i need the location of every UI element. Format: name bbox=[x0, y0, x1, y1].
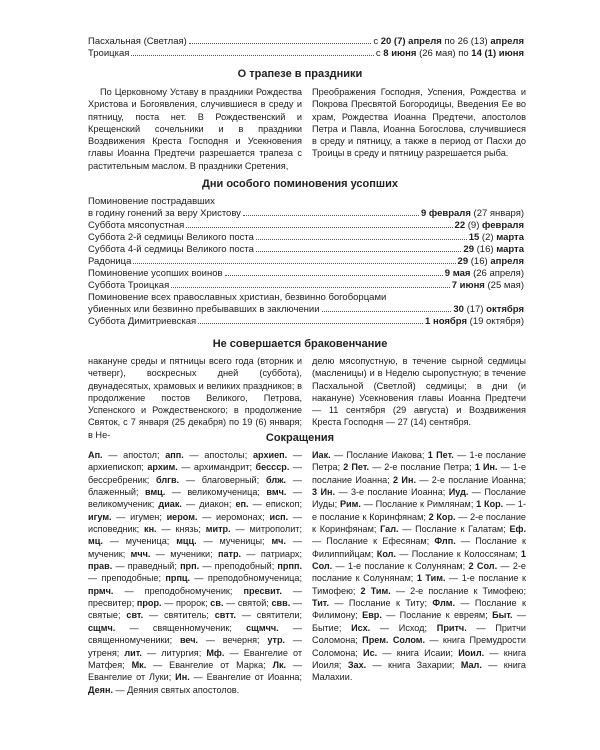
abbreviation-meaning: 1-е послание Иоанна bbox=[312, 462, 527, 485]
abbreviation-entry: 1 Пет. — 1-е послание Петра; bbox=[312, 450, 526, 473]
abbreviation-term: Мф. bbox=[206, 647, 225, 658]
abbreviation-entry: 2 Ин. — 2-е послание Иоанна; bbox=[393, 474, 526, 485]
abbreviation-meaning: исповедник bbox=[88, 524, 137, 535]
abbreviation-term: вмч. bbox=[266, 487, 287, 498]
abbreviation-term: иером. bbox=[166, 511, 198, 522]
remembrance-row bbox=[88, 232, 524, 244]
abbreviation-term: архим. bbox=[147, 462, 178, 473]
abbreviation-entry: сщмч. — священномученик; bbox=[88, 622, 247, 633]
abbreviation-entry: 1 Тим. — 1-е послание к Тимофею; bbox=[312, 573, 526, 596]
remembrance-row-label-line1: Поминовение пострадавших bbox=[88, 196, 215, 207]
abbreviation-term: архиеп. bbox=[252, 450, 288, 460]
abbreviation-entry: пресвит. — пресвитер; bbox=[88, 585, 302, 609]
abbreviation-term: Быт. bbox=[492, 610, 513, 621]
abbreviation-term: св. bbox=[210, 598, 224, 609]
abbreviation-entry: св. — святой; bbox=[210, 598, 272, 609]
abbreviation-meaning: Исход bbox=[398, 622, 425, 633]
abbreviation-term: 2 Тим. bbox=[360, 585, 391, 596]
dot-leader bbox=[256, 239, 467, 240]
row-label: Суббота Троицкая bbox=[88, 280, 170, 291]
abbreviation-entry: Иоил. — книга Иоиля; bbox=[312, 647, 527, 670]
abbreviation-term: диак. bbox=[158, 499, 182, 510]
abbreviation-entry: Ап. — апостол; bbox=[88, 450, 166, 460]
abbreviation-entry: архим. — архимандрит; bbox=[147, 462, 256, 473]
abbreviation-entry: апп. — апостолы; bbox=[165, 450, 253, 460]
abbreviation-term: Гал. bbox=[380, 524, 399, 535]
abbreviation-term: 1 Тим. bbox=[416, 573, 446, 584]
abbreviation-meaning: Послание Иуды bbox=[312, 487, 526, 510]
abbreviation-meaning: 1-е послание к Солунянам bbox=[347, 561, 463, 572]
row-value: 30 (17) октября bbox=[453, 304, 524, 315]
abbreviation-entry: мч. — мученик; bbox=[88, 536, 302, 559]
abbreviation-entry: Гал. — Послание к Галатам; bbox=[380, 524, 510, 535]
abbreviation-meaning: 3-е послание Иоанна bbox=[350, 487, 443, 498]
abbreviation-meaning: праведный bbox=[127, 561, 175, 572]
abbreviation-entry: Ис. — книга Исаии; bbox=[363, 647, 459, 658]
abbreviation-meaning: патриарх bbox=[260, 548, 300, 559]
abbreviation-meaning: 2-е послание Петра bbox=[384, 462, 470, 473]
remembrance-row bbox=[88, 268, 524, 280]
abbreviation-meaning: Деяния святых апостолов bbox=[127, 684, 237, 695]
abbreviation-entry: Иуд. — Послание Иуды; bbox=[312, 487, 526, 510]
abbreviation-term: мч. bbox=[271, 536, 286, 547]
abbreviation-entry: мцц. — мученицы; bbox=[176, 536, 272, 547]
abbreviation-entry: Иак. — Послание Иакова; bbox=[312, 450, 428, 460]
dot-leader bbox=[256, 251, 461, 252]
abbreviation-term: Мк. bbox=[131, 659, 147, 670]
abbreviation-term: 1 Кор. bbox=[476, 499, 504, 510]
abbreviation-term: Прем. Солом. bbox=[362, 635, 426, 646]
abbreviation-entry: Исх. — Исход; bbox=[351, 622, 437, 633]
row-value: 9 февраля (27 января) bbox=[420, 208, 524, 219]
abbreviation-entry: Быт. — Бытие; bbox=[312, 610, 526, 633]
abbreviation-meaning: преподобномученица bbox=[207, 573, 300, 584]
abbreviation-entry: Мал. — книга Малахии. bbox=[312, 659, 526, 683]
abbreviation-term: сщмч. bbox=[88, 622, 116, 633]
abbreviation-term: мцц. bbox=[176, 536, 197, 547]
row-label: Радоница bbox=[88, 256, 132, 267]
row-value: 7 июня (25 мая) bbox=[451, 280, 524, 291]
meals-title: О трапезе в праздники bbox=[237, 68, 363, 80]
abbreviation-term: Иоил. bbox=[458, 647, 485, 658]
abbreviation-entry: мчч. — мученики; bbox=[130, 548, 218, 559]
abbreviation-meaning: святитель bbox=[164, 610, 207, 621]
row-value: 1 ноября (19 октября) bbox=[425, 316, 524, 327]
abbreviation-term: еп. bbox=[235, 499, 249, 510]
abbreviation-term: Флп. bbox=[434, 536, 456, 547]
meals-column-left: По Церковному Уставу в праздники Рождества Христова и Богоявления, случившиеся в среду и пятницу, поста нет. В Рождественский и Крещенский сочельники и в праздники Воздвижения Креста Господня и Усекновения главы Иоанна Предтечи разрешается трапеза с растительным маслом. В праздники Сретения, bbox=[88, 87, 302, 171]
abbreviation-term: апп. bbox=[165, 450, 184, 460]
abbreviation-entry: Флм. — Послание к Филимону; bbox=[312, 598, 526, 621]
abbreviation-entry: прор. — пророк; bbox=[136, 598, 211, 609]
abbreviation-term: веч. bbox=[179, 635, 199, 646]
abbreviation-meaning: диакон bbox=[199, 499, 229, 510]
abbreviation-entry: митр. — митрополит; bbox=[205, 524, 302, 535]
abbreviation-entry: свт. — святитель; bbox=[126, 610, 215, 621]
abbreviation-meaning: священномученики bbox=[88, 635, 170, 646]
abbreviation-term: 2 Пет. bbox=[343, 462, 370, 473]
abbreviation-meaning: святители bbox=[256, 610, 300, 621]
abbreviation-meaning: апостолы bbox=[204, 450, 245, 460]
abbreviation-meaning: митрополит bbox=[249, 524, 300, 535]
abbreviation-entry: архиеп. — архиепископ; bbox=[88, 450, 302, 473]
abbreviation-term: 2 Кор. bbox=[428, 511, 456, 522]
abbreviation-term: свтт. bbox=[214, 610, 236, 621]
abbreviation-meaning: преподобный bbox=[214, 561, 272, 572]
abbreviation-meaning: Евангелие от Иоанна bbox=[206, 672, 300, 683]
abbreviation-term: исп. bbox=[269, 511, 289, 522]
abbreviation-term: лит. bbox=[124, 647, 142, 658]
remembrance-row bbox=[88, 208, 524, 220]
trinity-week-row bbox=[88, 48, 524, 60]
abbreviation-entry: иером. — иеромонах; bbox=[166, 511, 270, 522]
remembrance-title: Дни особого поминовения усопших bbox=[202, 178, 398, 190]
dot-leader bbox=[198, 323, 423, 324]
abbreviation-term: свт. bbox=[126, 610, 144, 621]
abbreviation-entry: еп. — епископ; bbox=[235, 499, 302, 510]
abbreviation-entry: свв. — святые; bbox=[88, 598, 302, 621]
abbreviation-meaning: Евангелие от Матфея bbox=[88, 647, 303, 670]
remembrance-row bbox=[88, 256, 524, 268]
abbreviation-entry: Зах. — книга Захарии; bbox=[347, 659, 461, 670]
abbreviation-entry: 2 Пет. — 2-е послание Петра; bbox=[343, 462, 475, 473]
remembrance-row bbox=[88, 244, 524, 256]
abbreviation-meaning: Послание к Колоссянам bbox=[411, 548, 516, 559]
abbreviation-meaning: князь bbox=[175, 524, 199, 535]
abbreviation-meaning: апостол bbox=[123, 450, 157, 460]
abbreviation-meaning: книга Иоиля bbox=[312, 647, 527, 670]
abbreviation-meaning: Евангелие от Марка bbox=[169, 659, 264, 670]
abbreviation-term: вмц. bbox=[144, 487, 166, 498]
abbreviation-term: 2 Сол. bbox=[468, 561, 498, 572]
row-value: 22 (9) февраля bbox=[454, 220, 524, 231]
abbreviation-entry: Мк. — Евангелие от Марка; bbox=[131, 659, 273, 670]
abbreviation-meaning: мученики bbox=[170, 548, 211, 559]
abbreviation-meaning: благоверный bbox=[201, 474, 257, 485]
abbreviation-meaning: священномученик bbox=[152, 622, 230, 633]
abbreviation-term: Тит. bbox=[312, 598, 329, 609]
abbreviation-meaning: утреня bbox=[88, 647, 117, 658]
abbreviation-term: 1 Сол. bbox=[312, 548, 526, 572]
abbreviation-term: свв. bbox=[271, 598, 291, 609]
abbreviation-entry: блж. — блаженный; bbox=[88, 474, 302, 498]
wedding-column-right: делю мясопустную, в течение сырной седмицы (масленицы) и в Неделю сыропустную; в течение Пасхальной (Светлой) седмицы; в дни (и накануне) Усекновения главы Иоанна Предтечи — 11 сентября (29 августа) и Воздвижения Креста Господня — 27 (14) сентября. bbox=[312, 356, 526, 428]
abbreviation-entry: бессср. — бессребреник; bbox=[88, 462, 302, 485]
meals-column-right: Преображения Господня, Успения, Рождества и Покрова Пресвятой Богородицы, Введения Ее во храм, Рождества Иоанна Предтечи, апостолов Петра и Павла, Иоанна Богослова, случившиеся в среду и пятницу, а также в период от Пасхи до Троицы в среду и пятницу разрешается рыба. bbox=[312, 87, 526, 159]
abbreviation-meaning: мученик bbox=[88, 548, 123, 559]
row-label: Троицкая bbox=[88, 48, 130, 59]
abbreviation-term: Исх. bbox=[351, 622, 371, 633]
row-value: 29 (16) марта bbox=[463, 244, 524, 255]
abbreviation-term: утр. bbox=[267, 635, 286, 646]
abbreviation-meaning: архиепископ bbox=[88, 462, 142, 473]
abbreviation-term: Зах. bbox=[347, 659, 367, 670]
abbreviation-term: прав. bbox=[88, 561, 113, 572]
abbreviation-term: Иак. bbox=[312, 450, 331, 460]
easter-week-row bbox=[88, 36, 524, 48]
abbreviation-term: 2 Ин. bbox=[393, 474, 416, 485]
row-value: 9 мая (26 апреля) bbox=[444, 268, 524, 279]
abbreviation-term: Ин. bbox=[175, 672, 190, 683]
abbreviation-term: Лк. bbox=[272, 659, 287, 670]
abbreviation-entry: кн. — князь; bbox=[144, 524, 206, 535]
abbreviations-title: Сокращения bbox=[265, 432, 335, 444]
abbreviation-term: Притч. bbox=[436, 622, 467, 633]
abbreviation-entry: Рим. — Послание к Римлянам; bbox=[339, 499, 477, 510]
abbreviation-meaning: 2-е послание Иоанна bbox=[431, 474, 524, 485]
abbreviation-meaning: литургия bbox=[161, 647, 199, 658]
row-label: убиенных или безвинно пребывавших в заключении bbox=[88, 304, 320, 315]
abbreviations-column-left bbox=[88, 449, 302, 696]
abbreviation-entry: Ин. — Евангелие от Иоанна; bbox=[175, 672, 302, 683]
abbreviation-entry: Прем. Солом. — книга Премудрости Соломона; bbox=[312, 635, 526, 658]
abbreviation-term: Флм. bbox=[432, 598, 455, 609]
row-label: Суббота 4-й седмицы Великого поста bbox=[88, 244, 254, 255]
dot-leader bbox=[133, 263, 455, 264]
abbreviation-meaning: книга Исаии bbox=[396, 647, 451, 658]
abbreviation-meaning: блаженный bbox=[88, 487, 136, 498]
remembrance-row bbox=[88, 304, 524, 316]
abbreviation-term: Евр. bbox=[362, 610, 382, 621]
abbreviation-entry: 2 Кор. — 2-е послание к Коринфянам; bbox=[312, 511, 526, 535]
row-label: Пасхальная (Светлая) bbox=[88, 36, 187, 47]
abbreviation-term: Ап. bbox=[88, 450, 103, 460]
abbreviation-term: сщмчч. bbox=[246, 622, 279, 633]
abbreviation-term: блж. bbox=[265, 474, 287, 485]
abbreviation-entry: прмч. — преподобномученик; bbox=[88, 585, 244, 596]
remembrance-row bbox=[88, 220, 524, 232]
row-label: в годину гонений за веру Христову bbox=[88, 208, 241, 219]
abbreviations-column-right bbox=[312, 449, 526, 684]
abbreviation-term: патр. bbox=[217, 548, 242, 559]
row-label: Суббота 2-й седмицы Великого поста bbox=[88, 232, 254, 243]
abbreviation-meaning: Послание к Галатам bbox=[415, 524, 504, 535]
abbreviation-entry: прп. — преподобный; bbox=[180, 561, 278, 572]
abbreviation-entry: прпц. — преподобномученица; bbox=[165, 573, 302, 584]
abbreviation-term: Ис. bbox=[363, 647, 378, 658]
abbreviation-entry: 2 Тим. — 2-е послание к Тимофею; bbox=[360, 585, 526, 596]
abbreviation-term: Иуд. bbox=[448, 487, 469, 498]
abbreviation-entry: 2 Сол. — 2-е послание к Солунянам; bbox=[312, 561, 526, 584]
row-value: с 20 (7) апреля по 26 (13) апреля bbox=[373, 36, 524, 47]
abbreviation-term: прмч. bbox=[88, 585, 114, 596]
abbreviation-meaning: 1-е послание Петра bbox=[312, 450, 526, 473]
abbreviation-entry: прпп. — преподобные; bbox=[88, 561, 302, 584]
abbreviation-meaning: мученица bbox=[125, 536, 167, 547]
dot-leader bbox=[186, 227, 452, 228]
abbreviation-entry: диак. — диакон; bbox=[158, 499, 236, 510]
dot-leader bbox=[322, 311, 452, 312]
row-label: Поминовение усопших воинов bbox=[88, 268, 223, 279]
abbreviation-meaning: Послание Иакова bbox=[346, 450, 422, 460]
abbreviation-term: 1 Ин. bbox=[474, 462, 498, 473]
abbreviation-term: Еф. bbox=[509, 524, 527, 535]
abbreviation-entry: 1 Кор. — 1-е послание к Коринфянам; bbox=[312, 499, 526, 522]
row-label: Суббота мясопустная bbox=[88, 220, 185, 231]
dot-leader bbox=[225, 275, 443, 276]
abbreviation-entry: свтт. — святители; bbox=[214, 610, 302, 621]
remembrance-row bbox=[88, 316, 524, 328]
abbreviation-meaning: иеромонах bbox=[216, 511, 263, 522]
abbreviation-meaning: 2-е послание к Тимофею bbox=[410, 585, 524, 596]
abbreviation-entry: Евр. — Послание к евреям; bbox=[362, 610, 493, 621]
abbreviation-meaning: 2-е послание к Коринфянам bbox=[312, 511, 526, 535]
abbreviation-term: Рим. bbox=[339, 499, 361, 510]
abbreviation-entry: утр. — утреня; bbox=[88, 635, 302, 658]
abbreviation-meaning: епископ bbox=[265, 499, 300, 510]
abbreviation-entry: сщмчч. — священномученики; bbox=[88, 622, 302, 646]
abbreviation-meaning: пресвитер bbox=[88, 598, 132, 609]
abbreviation-meaning: преподобные bbox=[101, 573, 159, 584]
remembrance-row bbox=[88, 280, 524, 292]
abbreviation-meaning: бессребреник bbox=[88, 474, 147, 485]
abbreviation-meaning: вечерня bbox=[222, 635, 258, 646]
abbreviation-meaning: Послание к евреям bbox=[399, 610, 486, 621]
abbreviation-meaning: Послание к Титу bbox=[348, 598, 425, 609]
abbreviation-meaning: книга Малахии bbox=[312, 659, 526, 683]
abbreviation-meaning: святые bbox=[88, 610, 118, 621]
abbreviation-term: игум. bbox=[88, 511, 112, 522]
dot-leader bbox=[243, 215, 419, 216]
dot-leader bbox=[189, 43, 372, 44]
abbreviation-entry: Притч. — Притчи Соломона; bbox=[312, 622, 526, 646]
wedding-column-left: накануне среды и пятницы всего года (вторник и четверг), воскресных дней (суббота), двунадесятых, храмовых и великих праздников; в продолжение постов Великого, Петрова, Успенского и Рождественского; в продолжение Святок, с 7 января (25 декабря) по 19 (6) января; в Не- bbox=[88, 356, 302, 440]
abbreviation-meaning: великомученик bbox=[88, 499, 152, 510]
abbreviation-term: прор. bbox=[136, 598, 162, 609]
abbreviation-entry: Деян. — Деяния святых апостолов. bbox=[88, 684, 240, 695]
abbreviation-meaning: Послание к Римлянам bbox=[375, 499, 471, 510]
abbreviation-term: Мал. bbox=[460, 659, 482, 670]
abbreviation-meaning: архимандрит bbox=[193, 462, 250, 473]
abbreviation-entry: Мф. — Евангелие от Матфея; bbox=[88, 647, 303, 670]
abbreviation-meaning: Притчи Соломона bbox=[312, 622, 526, 646]
row-value: 15 (2) марта bbox=[468, 232, 524, 243]
abbreviation-meaning: мученицы bbox=[219, 536, 263, 547]
remembrance-all-line1: Поминовение всех православных христиан, безвинно богоборцами bbox=[88, 292, 387, 303]
abbreviation-meaning: святой bbox=[237, 598, 267, 609]
abbreviation-term: 3 Ин. bbox=[312, 487, 336, 498]
abbreviation-entry: Кол. — Послание к Колоссянам; bbox=[376, 548, 521, 559]
abbreviation-entry: игум. — игумен; bbox=[88, 511, 167, 522]
abbreviation-entry: мц. — мученица; bbox=[88, 536, 177, 547]
abbreviation-term: бессср. bbox=[255, 462, 290, 473]
abbreviation-meaning: Послание к Филимону bbox=[312, 598, 526, 621]
dot-leader bbox=[171, 287, 449, 288]
abbreviation-meaning: игумен bbox=[130, 511, 160, 522]
abbreviation-entry: исп. — исповедник; bbox=[88, 511, 302, 535]
abbreviation-meaning: Евангелие от Луки bbox=[88, 672, 169, 683]
abbreviation-meaning: Послание к Филиппийцам bbox=[312, 536, 527, 559]
abbreviation-entry: прав. — праведный; bbox=[88, 561, 181, 572]
abbreviation-meaning: 1-е послание к Коринфянам bbox=[312, 499, 526, 522]
abbreviation-term: прпп. bbox=[277, 561, 302, 572]
abbreviation-entry: Тит. — Послание к Титу; bbox=[312, 598, 433, 609]
abbreviation-entry: Лк. — Евангелие от Луки; bbox=[88, 659, 303, 683]
abbreviation-term: Кол. bbox=[376, 548, 396, 559]
abbreviation-entry: вмц. — великомученица; bbox=[144, 487, 267, 498]
abbreviation-meaning: 2-е послание к Солунянам bbox=[312, 561, 526, 584]
abbreviation-entry: 1 Сол. — 1-е послание к Солунянам; bbox=[312, 548, 526, 572]
row-value: 29 (16) апреля bbox=[457, 256, 524, 267]
wedding-title: Не совершается браковенчание bbox=[212, 338, 388, 350]
abbreviation-meaning: книга Премудрости Соломона bbox=[312, 635, 526, 658]
abbreviation-meaning: великомученица bbox=[187, 487, 258, 498]
abbreviation-term: мчч. bbox=[130, 548, 151, 559]
abbreviation-term: пресвит. bbox=[243, 585, 282, 596]
abbreviation-entry: вмч. — великомученик; bbox=[88, 487, 302, 510]
abbreviation-meaning: книга Захарии bbox=[388, 659, 452, 670]
abbreviation-term: кн. bbox=[144, 524, 157, 535]
dot-leader bbox=[131, 55, 374, 56]
abbreviation-term: прп. bbox=[180, 561, 200, 572]
abbreviation-entry: Флп. — Послание к Филиппийцам; bbox=[312, 536, 527, 559]
abbreviation-entry: патр. — патриарх; bbox=[217, 548, 302, 559]
abbreviation-meaning: пророк bbox=[175, 598, 206, 609]
abbreviation-entry: 1 Ин. — 1-е послание Иоанна; bbox=[312, 462, 527, 485]
abbreviation-entry: блгв. — благоверный; bbox=[156, 474, 266, 485]
abbreviation-term: 1 Пет. bbox=[427, 450, 454, 460]
abbreviation-term: мц. bbox=[88, 536, 103, 547]
abbreviation-term: прпц. bbox=[165, 573, 191, 584]
abbreviation-meaning: преподобномученик bbox=[144, 585, 230, 596]
abbreviation-term: митр. bbox=[205, 524, 231, 535]
abbreviation-entry: 3 Ин. — 3-е послание Иоанна; bbox=[312, 487, 449, 498]
abbreviation-entry: веч. — вечерня; bbox=[179, 635, 268, 646]
row-value: с 8 июня (26 мая) по 14 (1) июня bbox=[375, 48, 524, 59]
abbreviation-term: Деян. bbox=[88, 684, 113, 695]
abbreviation-meaning: Послание к Ефесянам bbox=[326, 536, 427, 547]
abbreviation-entry: Еф. — Послание к Ефесянам; bbox=[312, 524, 527, 547]
abbreviation-term: блгв. bbox=[156, 474, 180, 485]
abbreviation-meaning: Бытие bbox=[312, 622, 339, 633]
row-label: Суббота Димитриевская bbox=[88, 316, 197, 327]
abbreviation-entry: лит. — литургия; bbox=[124, 647, 207, 658]
abbreviation-meaning: 1-е послание к Тимофею bbox=[312, 573, 526, 596]
